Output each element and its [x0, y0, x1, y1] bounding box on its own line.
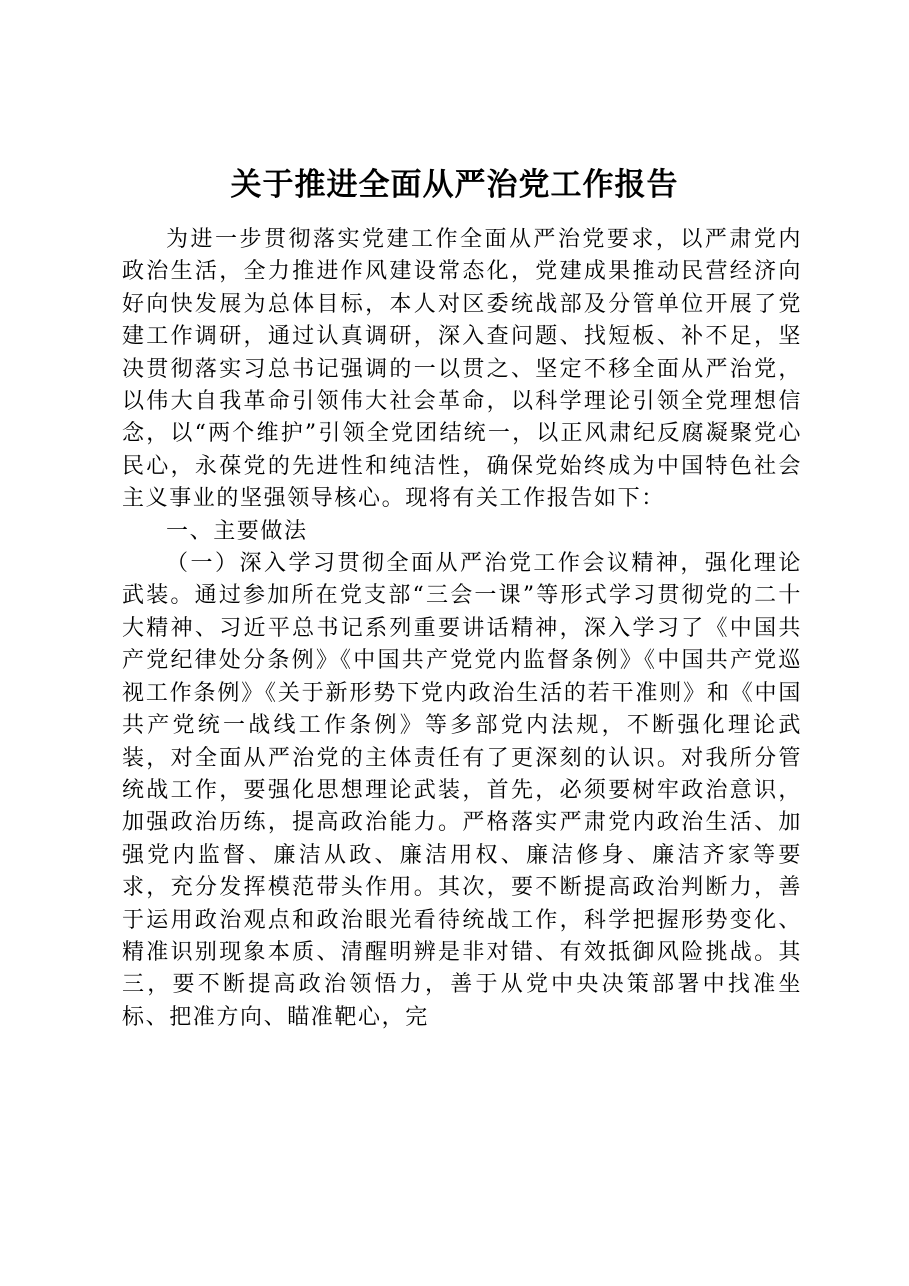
- paragraph-subsection-1: （一）深入学习贯彻全面从严治党工作会议精神，强化理论武装。通过参加所在党支部“三会一课”等形式学习贯彻党的二十大精神、习近平总书记系列重要讲话精神，深入学习了《中国共产党纪律处分条例》《中国共产党党内监督条例》《中国共产党巡视工作条例》《关于新形势下党内政治生活的若干准则》和《中国共产党统一战线工作条例》等多部党内法规，不断强化理论武装，对全面从严治党的主体责任有了更深刻的认识。对我所分管统战工作，要强化思想理论武装，首先，必须要树牢政治意识，加强政治历练，提高政治能力。严格落实严肃党内政治生活、加强党内监督、廉洁从政、廉洁用权、廉洁修身、廉洁齐家等要求，充分发挥模范带头作用。其次，要不断提高政治判断力，善于运用政治观点和政治眼光看待统战工作，科学把握形势变化、精准识别现象本质、清醒明辨是非对错、有效抵御风险挑战。其三，要不断提高政治领悟力，善于从党中央决策部署中找准坐标、把准方向、瞄准靶心，完: [122, 551, 802, 1030]
- document-title: 关于推进全面从严治党工作报告: [230, 167, 679, 203]
- paragraph-intro: 为进一步贯彻落实党建工作全面从严治党要求，以严肃党内政治生活，全力推进作风建设常态化，党建成果推动民营经济向好向快发展为总体目标，本人对区委统战部及分管单位开展了党建工作调研，通过认真调研，深入查问题、找短板、补不足，坚决贯彻落实习总书记强调的一以贯之、坚定不移全面从严治党，以伟大自我革命引领伟大社会革命，以科学理论引领全党理想信念，以“两个维护”引领全党团结统一，以正风肃纪反腐凝聚党心民心，永葆党的先进性和纯洁性，确保党始终成为中国特色社会主义事业的坚强领导核心。现将有关工作报告如下：: [122, 227, 802, 512]
- document-body: [122, 224, 802, 1034]
- section-heading-main-practices: 一、主要做法: [166, 518, 308, 544]
